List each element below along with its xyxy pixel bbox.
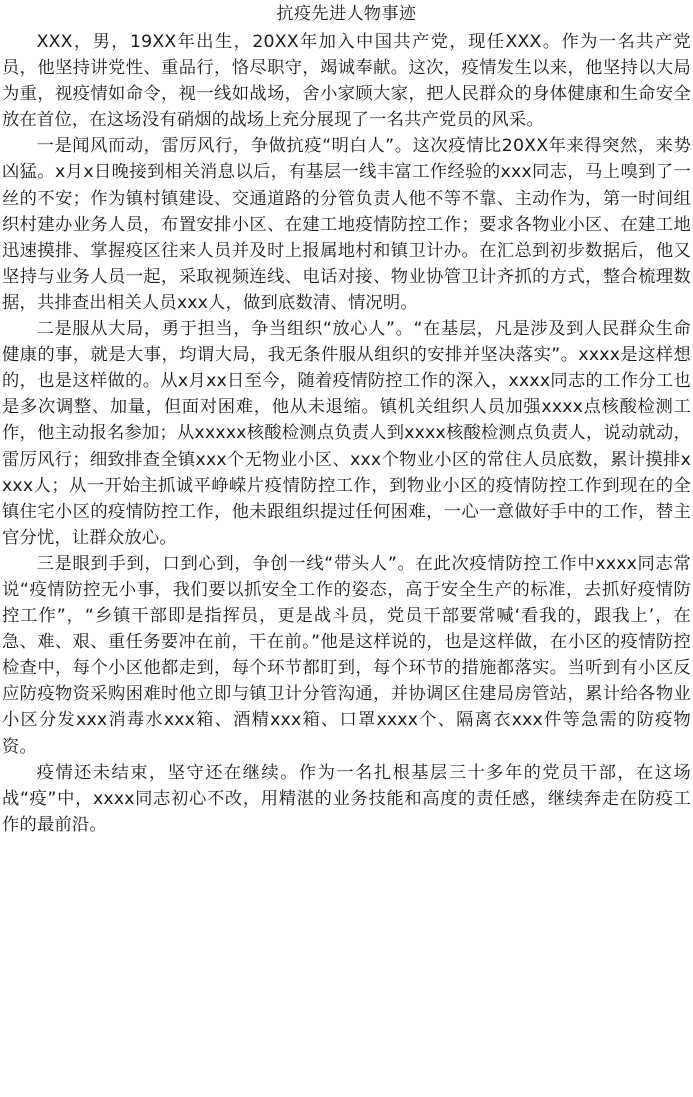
paragraph-point-one: 一是闻风而动，雷厉风行，争做抗疫“明白人”。这次疫情比20XX年来得突然，来势凶猛。x月x日晚接到相关消息以后，有基层一线丰富工作经验的xxx同志，马上嗅到了一丝的不安；作为镇村镇建设、交通道路的分管负责人他不等不靠、主动作为，第一时间组织村建办业务人员，布置安排小区、在建工地疫情防控工作；要求各物业小区、在建工地迅速摸排、掌握疫区往来人员并及时上报属地村和镇卫计办。在汇总到初步数据后，他又坚持与业务人员一起，采取视频连线、电话对接、物业协管卫计齐抓的方式，整合梳理数据，共排查出相关人员xxx人，做到底数清、情况明。: [2, 136, 691, 313]
paragraph-point-three: 三是眼到手到，口到心到，争创一线“带头人”。在此次疫情防控工作中xxxx同志常说“疫情防控无小事，我们要以抓安全工作的姿态，高于安全生产的标准，去抓好疫情防控工作”，“乡镇干部即是指挥员，更是战斗员，党员干部要常喊‘看我的，跟我上’，在急、难、艰、重任务要冲在前，干在前。”他是这样说的，也是这样做，在小区的疫情防控检查中，每个小区他都走到，每个环节都盯到，每个环节的措施都落实。当听到有小区反应防疫物资采购困难时他立即与镇卫计分管沟通，并协调区住建局房管站，累计给各物业小区分发xxx消毒水xxx箱、酒精xxx箱、口罩xxxx个、隔离衣xxx件等急需的防疫物资。: [2, 553, 691, 757]
paragraph-conclusion: 疫情还未结束，坚守还在继续。作为一名扎根基层三十多年的党员干部，在这场战“疫”中，xxxx同志初心不改，用精湛的业务技能和高度的责任感，继续奔走在防疫工作的最前沿。: [2, 762, 691, 835]
paragraph-intro: XXX，男，19XX年出生，20XX年加入中国共产党，现任XXX。作为一名共产党员，他坚持讲党性、重品行，恪尽职守，竭诚奉献。这次，疫情发生以来，他坚持以大局为重，视疫情如命令，视一线如战场，舍小家顾大家，把人民群众的身体健康和生命安全放在首位，在这场没有硝烟的战场上充分展现了一名共产党员的风采。: [2, 32, 691, 131]
document-title: 抗疫先进人物事迹: [276, 4, 417, 24]
paragraph-point-two: 二是服从大局，勇于担当，争当组织“放心人”。“在基层，凡是涉及到人民群众生命健康的事，就是大事，均谓大局，我无条件服从组织的安排并坚决落实”。xxxx是这样想的，也是这样做的。从x月xx日至今，随着疫情防控工作的深入，xxxx同志的工作分工也是多次调整、加量，但面对困难，他从未退缩。镇机关组织人员加强xxxx点核酸检测工作，他主动报名参加；从xxxxx核酸检测点负责人到xxxx核酸检测点负责人，说动就动，雷厉风行；细致排查全镇xxx个无物业小区、xxx个物业小区的常住人员底数，累计摸排xxxx人；从一开始主抓诚平峥嵘片疫情防控工作，到物业小区的疫情防控工作到现在的全镇住宅小区的疫情防控工作，他未跟组织提过任何困难，一心一意做好手中的工作，替主官分忧，让群众放心。: [2, 319, 691, 548]
